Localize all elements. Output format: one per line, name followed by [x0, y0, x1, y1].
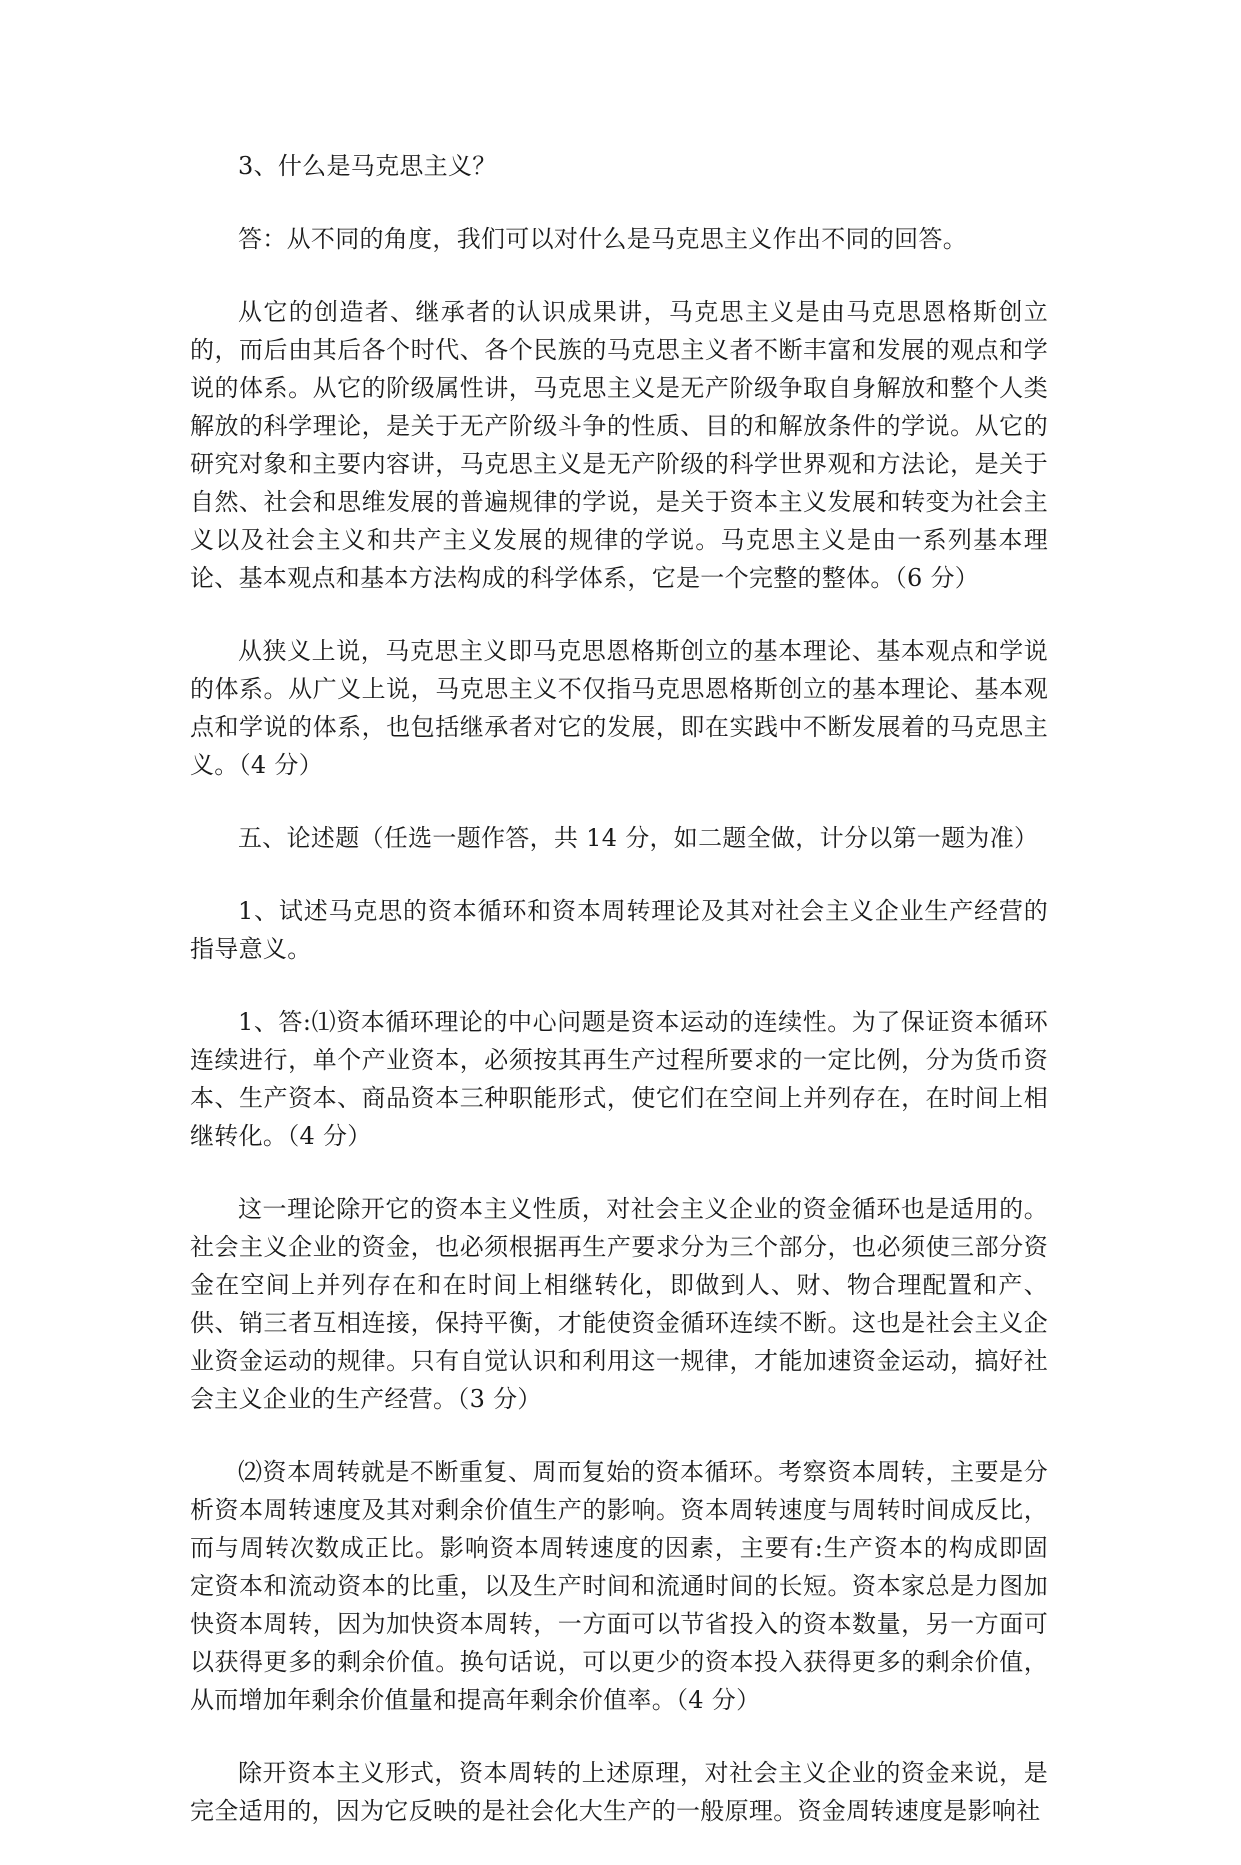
essay-question-1: 1、试述马克思的资本循环和资本周转理论及其对社会主义企业生产经营的指导意义。 — [190, 897, 1048, 963]
essay-answer-part-2: ⑵资本周转就是不断重复、周而复始的资本循环。考察资本周转，主要是分析资本周转速度及其对剩余价值生产的影响。资本周转速度与周转时间成反比，而与周转次数成正比。影响资本周转速度的因素，主要有:生产资本的构成即固定资本和流动资本的比重，以及生产时间和流通时间的长短。资本家总是力图加快资本周转，因为加快资本周转，一方面可以节省投入的资本数量，另一方面可以获得更多的剩余价值。换句话说，可以更少的资本投入获得更多的剩余价值，从而增加年剩余价值量和提高年剩余价值率。（4 分） — [190, 1458, 1048, 1714]
answer-3-paragraph-2: 从狭义上说，马克思主义即马克思恩格斯创立的基本理论、基本观点和学说的体系。从广义上说，马克思主义不仅指马克思恩格斯创立的基本理论、基本观点和学说的体系，也包括继承者对它的发展，即在实践中不断发展着的马克思主义。（4 分） — [190, 637, 1048, 779]
question-3-title: 3、什么是马克思主义？ — [238, 152, 497, 180]
section-5-heading: 五、论述题（任选一题作答，共 14 分，如二题全做，计分以第一题为准） — [238, 824, 1039, 852]
essay-answer-paragraph-2: 这一理论除开它的资本主义性质，对社会主义企业的资金循环也是适用的。社会主义企业的资金，也必须根据再生产要求分为三个部分，也必须使三部分资金在空间上并列存在和在时间上相继转化，即做到人、财、物合理配置和产、供、销三者互相连接，保持平衡，才能使资金循环连续不断。这也是社会主义企业资金运动的规律。只有自觉认识和利用这一规律，才能加速资金运动，搞好社会主义企业的生产经营。（3 分） — [190, 1195, 1048, 1413]
essay-answer-paragraph-4: 除开资本主义形式，资本周转的上述原理，对社会主义企业的资金来说，是完全适用的，因为它反映的是社会化大生产的一般原理。资金周转速度是影响社 — [190, 1759, 1048, 1825]
answer-3-intro: 答：从不同的角度，我们可以对什么是马克思主义作出不同的回答。 — [238, 225, 967, 253]
document-body — [190, 147, 1048, 1865]
answer-3-paragraph-1: 从它的创造者、继承者的认识成果讲，马克思主义是由马克思恩格斯创立的，而后由其后各个时代、各个民族的马克思主义者不断丰富和发展的观点和学说的体系。从它的阶级属性讲，马克思主义是无产阶级争取自身解放和整个人类解放的科学理论，是关于无产阶级斗争的性质、目的和解放条件的学说。从它的研究对象和主要内容讲，马克思主义是无产阶级的科学世界观和方法论，是关于自然、社会和思维发展的普遍规律的学说，是关于资本主义发展和转变为社会主义以及社会主义和共产主义发展的规律的学说。马克思主义是由一系列基本理论、基本观点和基本方法构成的科学体系，它是一个完整的整体。（6 分） — [190, 298, 1048, 592]
essay-answer-part-1: 1、答:⑴资本循环理论的中心问题是资本运动的连续性。为了保证资本循环连续进行，单个产业资本，必须按其再生产过程所要求的一定比例，分为货币资本、生产资本、商品资本三种职能形式，使它们在空间上并列存在，在时间上相继转化。（4 分） — [190, 1008, 1048, 1150]
